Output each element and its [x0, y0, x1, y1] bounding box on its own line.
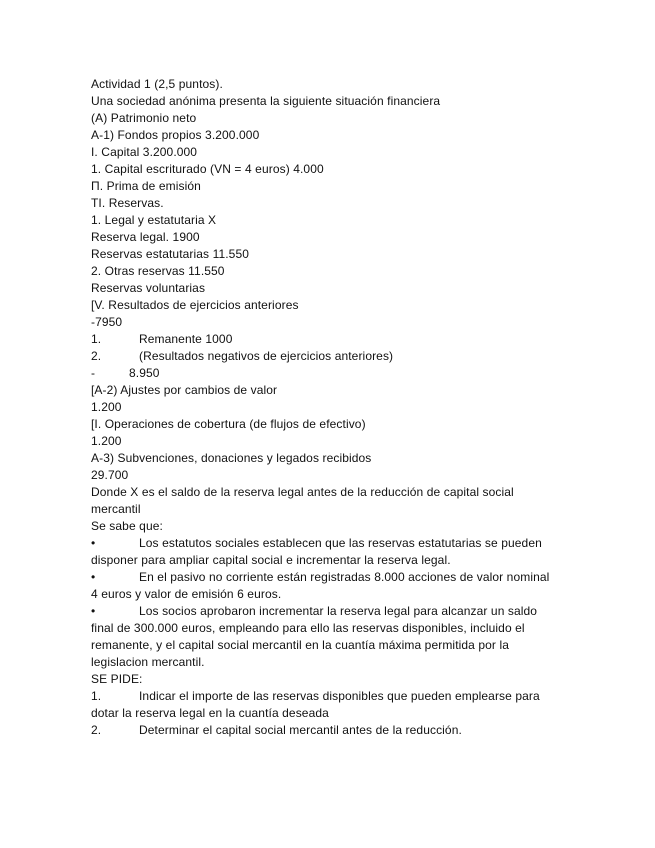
balance-line: I. Capital 3.200.000: [91, 145, 198, 159]
numbered-line: [91, 331, 571, 348]
task-item: [91, 688, 571, 705]
balance-line: 2. Otras reservas 11.550: [91, 264, 225, 278]
balance-value: 1.200: [91, 400, 122, 414]
balance-value: -7950: [91, 315, 123, 329]
bullet-continuation: disponer para ampliar capital social e incrementar la reserva legal.: [91, 553, 451, 567]
task-number: 1.: [91, 689, 102, 703]
numbered-line: [91, 348, 571, 365]
note-line: Donde X es el saldo de la reserva legal antes de la reducción de capital social: [91, 485, 514, 499]
note-line: mercantil: [91, 502, 141, 516]
balance-line: TI. Reservas.: [91, 196, 164, 210]
task-text: Determinar el capital social mercantil antes de la reducción.: [139, 723, 462, 737]
task-text: Indicar el importe de las reservas disponibles que pueden emplearse para: [139, 689, 540, 703]
bullet-item: [91, 535, 571, 552]
dash-marker: -: [91, 366, 96, 380]
balance-line: Reservas estatutarias 11.550: [91, 247, 249, 261]
balance-line: Π. Prima de emisión: [91, 179, 201, 193]
line-text: Remanente 1000: [139, 332, 233, 346]
balance-value: 1.200: [91, 434, 122, 448]
dash-line: [91, 365, 571, 382]
bullet-marker: •: [91, 604, 96, 618]
line-number: 1.: [91, 332, 102, 346]
balance-line: Reservas voluntarias: [91, 281, 206, 295]
bullet-item: [91, 569, 571, 586]
known-facts-heading: Se sabe que:: [91, 519, 163, 533]
task-number: 2.: [91, 723, 102, 737]
balance-line: 1. Legal y estatutaria X: [91, 213, 217, 227]
intro-line: Una sociedad anónima presenta la siguiente situación financiera: [91, 94, 441, 108]
activity-title: Actividad 1 (2,5 puntos).: [91, 77, 223, 91]
bullet-continuation: 4 euros y valor de emisión 6 euros.: [91, 587, 282, 601]
bullet-marker: •: [91, 536, 96, 550]
balance-line: [V. Resultados de ejercicios anteriores: [91, 298, 299, 312]
bullet-continuation: remanente, y el capital social mercantil en la cuantía máxima permitida por la: [91, 638, 509, 652]
balance-line: 1. Capital escriturado (VN = 4 euros) 4.000: [91, 162, 324, 176]
section-heading: (A) Patrimonio neto: [91, 111, 197, 125]
balance-line: Reserva legal. 1900: [91, 230, 200, 244]
bullet-text: Los socios aprobaron incrementar la reserva legal para alcanzar un saldo: [139, 604, 538, 618]
balance-line: [A-2) Ajustes por cambios de valor: [91, 383, 278, 397]
bullet-text: En el pasivo no corriente están registradas 8.000 acciones de valor nominal: [139, 570, 550, 584]
bullet-continuation: legislacion mercantil.: [91, 655, 205, 669]
balance-line: A-1) Fondos propios 3.200.000: [91, 128, 260, 142]
line-text: (Resultados negativos de ejercicios anteriores): [139, 349, 394, 363]
line-number: 2.: [91, 349, 102, 363]
document-body: [91, 76, 571, 739]
bullet-item: [91, 603, 571, 620]
balance-value: 29.700: [91, 468, 129, 482]
bullet-marker: •: [91, 570, 96, 584]
bullet-continuation: final de 300.000 euros, empleando para ello las reservas disponibles, incluido el: [91, 621, 525, 635]
balance-line: [I. Operaciones de cobertura (de flujos de efectivo): [91, 417, 366, 431]
balance-line: A-3) Subvenciones, donaciones y legados recibidos: [91, 451, 372, 465]
bullet-text: Los estatutos sociales establecen que las reservas estatutarias se pueden: [139, 536, 542, 550]
task-continuation: dotar la reserva legal en la cuantía deseada: [91, 706, 329, 720]
task-item: [91, 722, 571, 739]
line-text: 8.950: [129, 366, 160, 380]
tasks-heading: SE PIDE:: [91, 672, 143, 686]
